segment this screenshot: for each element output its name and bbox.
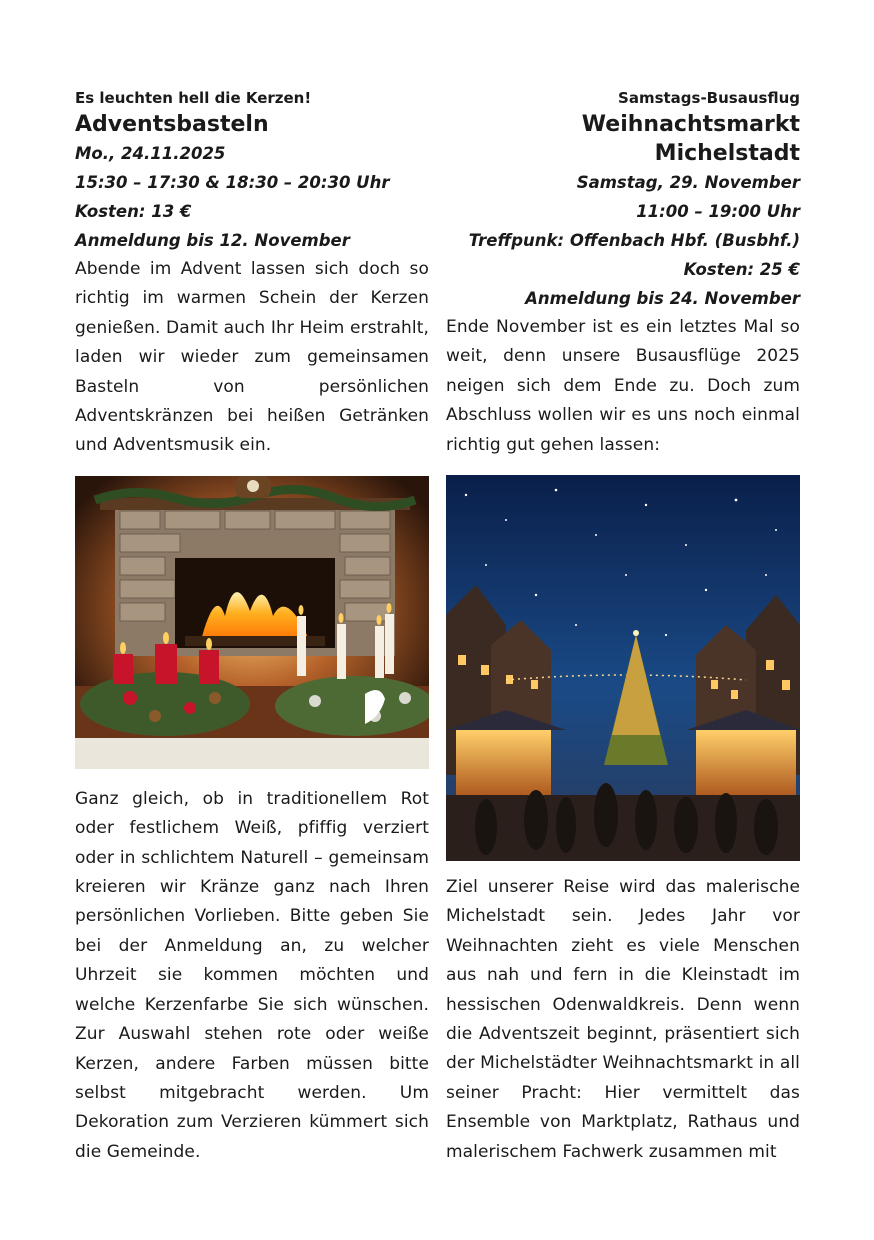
right-meeting-point: Treffpunk: Offenbach Hbf. (Busbhf.)	[468, 231, 800, 250]
left-date: Mo., 24.11.2025	[75, 144, 226, 163]
left-column	[75, 86, 429, 1167]
left-time: 15:30 – 17:30 & 18:30 – 20:30 Uhr	[75, 173, 390, 192]
right-cost: Kosten: 25 €	[683, 260, 800, 279]
left-intro: Abende im Advent lassen sich doch so richtig im warmen Schein der Kerzen genießen. Damit auch Ihr Heim erstrahlt, laden wir wieder zum gemeinsamen Basteln von persönlichen Adventskränzen bei heißen Getränken und Adventsmusik ein.	[75, 259, 429, 456]
right-title-line1: Weihnachtsmarkt	[581, 112, 800, 137]
left-body: Ganz gleich, ob in traditionellem Rot oder festlichem Weiß, pfiffig verziert oder in schlichtem Naturell – gemeinsam kreieren wir Kränze ganz nach Ihren persönlichen Vorlieben. Bitte geben Sie bei der Anmeldung an, zu welcher Uhrzeit sie kommen möchten und welche Kerzenfarbe Sie sich wünschen. Zur Auswahl stehen rote oder weiße Kerzen, andere Farben müssen bitte selbst mitgebracht werden. Um Dekoration zum Verzieren kümmert sich die Gemeinde.	[75, 788, 429, 1162]
fireplace-advent-photo	[75, 476, 429, 769]
left-registration: Anmeldung bis 12. November	[75, 231, 350, 250]
right-body: Ziel unserer Reise wird das malerische Michelstadt sein. Jedes Jahr vor Weihnachten zieht es viele Menschen aus nah und fern in die Kleinstadt im hessischen Odenwaldkreis. Denn wenn die Adventszeit beginnt, präsentiert sich der Michelstädter Weihnachtsmarkt in all seiner Pracht: Hier vermittelt das Ensemble von Marktplatz, Rathaus und malerischem Fachwerk zusammen mit	[446, 877, 800, 1162]
right-title-line2: Michelstadt	[654, 141, 800, 166]
right-column	[446, 86, 800, 1167]
left-cost: Kosten: 13 €	[75, 202, 192, 221]
right-kicker: Samstags-Busausflug	[618, 89, 800, 107]
right-intro: Ende November ist es ein letztes Mal so weit, denn unsere Busausflüge 2025 neigen sich dem Ende zu. Doch zum Abschluss wollen wir es uns noch einmal richtig gut gehen lassen:	[446, 317, 800, 455]
right-date: Samstag, 29. November	[576, 173, 800, 192]
right-time: 11:00 – 19:00 Uhr	[636, 202, 800, 221]
right-registration: Anmeldung bis 24. November	[525, 289, 800, 308]
left-kicker: Es leuchten hell die Kerzen!	[75, 89, 312, 107]
left-title: Adventsbasteln	[75, 112, 269, 137]
christmas-market-photo	[446, 475, 800, 861]
